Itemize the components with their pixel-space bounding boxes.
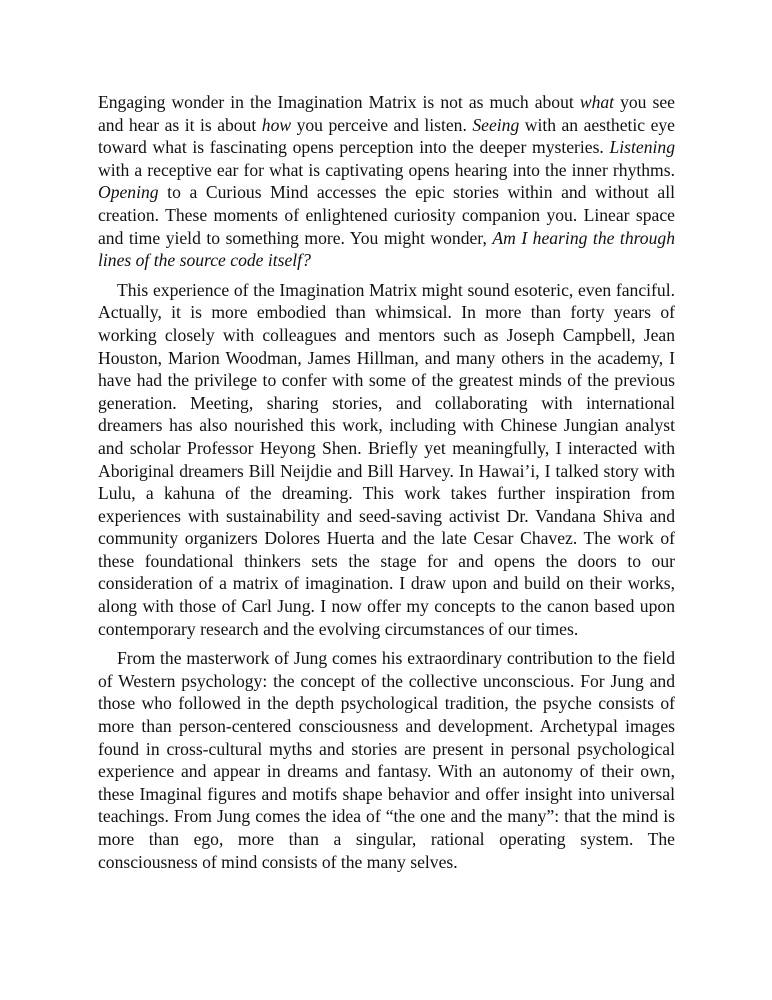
- paragraph-1-text: you see and hear as it is about: [98, 92, 675, 135]
- paragraph-2: [98, 279, 675, 641]
- paragraph-1-emphasis-opening: Opening: [98, 182, 159, 203]
- paragraph-1-emphasis-what: what: [579, 92, 615, 112]
- paragraph-1-text: with an aesthetic eye toward what is fascinating opens perception into the deeper mysteries.: [98, 114, 675, 158]
- paragraph-1-emphasis-question: Am I hearing the through lines of the source code itself?: [98, 227, 675, 271]
- paragraph-1-text: with a receptive ear for what is captivating opens hearing into the inner rhythms.: [98, 159, 675, 180]
- paragraph-1-text: to a Curious Mind accesses the epic stories within and without all creation. These moments of enlightened curiosity companion you. Linear space and time yield to something more. You might wonder,: [98, 182, 675, 248]
- paragraph-2-text: This experience of the Imagination Matrix might sound esoteric, even fanciful. Actually, it is more embodied than whimsical. In more than forty years of working closely with colleagues and mentors such as Joseph Campbell, Jean Houston, Marion Woodman, James Hillman, and many others in the academy, I have had the privilege to confer with some of the greatest minds of the previous generation. Meeting, sharing stories, and collaborating with international dreamers has also nourished this work, including with Chinese Jungian analyst and scholar Professor Heyong Shen. Briefly yet meaningfully, I interacted with Aboriginal dreamers Bill Neijdie and Bill Harvey. In Hawai’i, I talked story with Lulu, a kahuna of the dreaming. This work takes further inspiration from experiences with sustainability and seed-saving activist Dr. Vandana Shiva and community organizers Dolores Huerta and the late Cesar Chavez. The work of these foundational thinkers sets the stage for and opens the doors to our consideration of a matrix of imagination. I draw upon and build on their works, along with those of Carl Jung. I now offer my concepts to the canon based upon contemporary research and the evolving circumstances of our times.: [98, 279, 675, 639]
- paragraph-1-emphasis-how: how: [261, 114, 292, 135]
- paragraph-1-emphasis-listening: Listening: [609, 137, 675, 158]
- paragraph-1-emphasis-seeing: Seeing: [472, 114, 520, 135]
- paragraph-3-text: From the masterwork of Jung comes his extraordinary contribution to the field of Western psychology: the concept of the collective unconscious. For Jung and those who followed in the depth psychological tradition, the psyche consists of more than person-centered consciousness and development. Archetypal images found in cross-cultural myths and stories are present in personal psychological experience and appear in dreams and fantasy. With an autonomy of their own, these Imaginal figures and motifs shape behavior and offer insight into universal teachings. From Jung comes the idea of “the one and the many”: that the mind is more than ego, more than a singular, rational operating system. The consciousness of mind consists of the many selves.: [98, 648, 675, 872]
- paragraph-1-text: Engaging wonder in the Imagination Matrix is not as much about: [98, 92, 580, 112]
- page-body: [98, 91, 675, 880]
- paragraph-3: [98, 647, 675, 873]
- paragraph-1: [98, 91, 675, 272]
- paragraph-1-text: you perceive and listen.: [291, 114, 473, 135]
